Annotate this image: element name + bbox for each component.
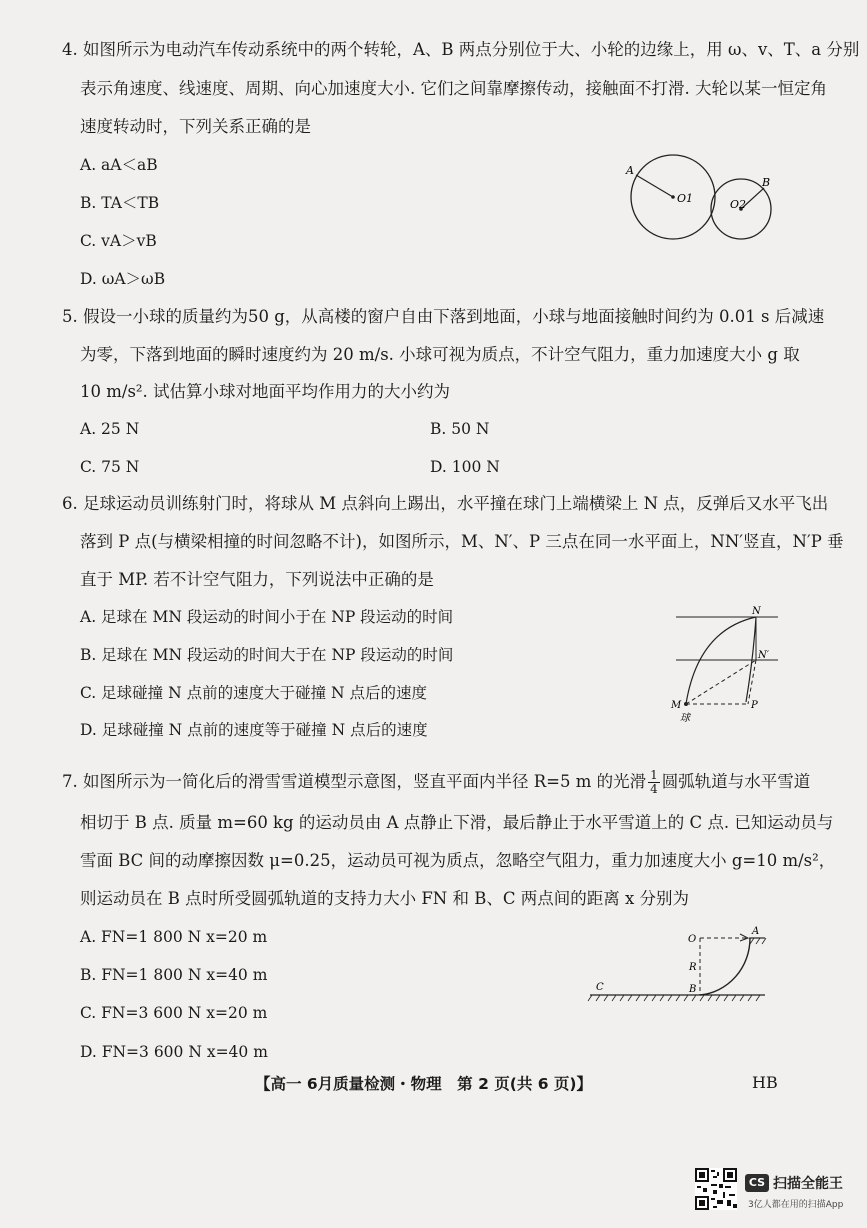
q4-stem-line1: 4. 如图所示为电动汽车传动系统中的两个转轮，A、B 两点分别位于大、小轮的边缘上，用 ω、v、T、a 分别 <box>62 40 860 59</box>
q6-label-p: P <box>751 700 758 711</box>
qr-code-icon <box>695 1168 737 1210</box>
q6-label-n: N <box>752 606 761 617</box>
q6-stem-line2: 落到 P 点(与横梁相撞的时间忽略不计)，如图所示，M、N′、P 三点在同一水平面上，NN′竖直，N′P 垂 <box>80 532 844 551</box>
footer-code: HB <box>752 1073 778 1092</box>
q4-wheels-figure <box>618 150 778 246</box>
q4-option-a: A. aA＜aB <box>80 156 158 174</box>
q7-option-a: A. FN=1 800 N x=20 m <box>80 928 268 946</box>
q7-stem-line1-part1: 7. 如图所示为一简化后的滑雪雪道模型示意图，竖直平面内半径 R=5 m 的光滑 <box>62 772 647 791</box>
q7-fraction-numerator: 1 <box>650 768 658 782</box>
q7-label-c: C <box>596 982 604 993</box>
q7-stem-line1 <box>62 769 810 796</box>
q4-stem-line2: 表示角速度、线速度、周期、向心加速度大小. 它们之间靠摩擦传动，接触面不打滑. 大轮以某一恒定角 <box>80 79 827 98</box>
page-footer: 【高一 6月质量检测・物理 第 2 页(共 6 页)】 <box>255 1075 593 1093</box>
q7-stem-line2: 相切于 B 点. 质量 m=60 kg 的运动员由 A 点静止下滑，最后静止于水平雪道上的 C 点. 已知运动员与 <box>80 813 834 832</box>
q7-fraction-denominator: 4 <box>650 782 658 796</box>
q5-option-b: B. 50 N <box>430 420 490 438</box>
q5-stem-line1: 5. 假设一小球的质量约为50 g，从高楼的窗户自由下落到地面，小球与地面接触时间约为 0.01 s 后减速 <box>62 307 825 326</box>
q7-fraction <box>648 769 660 796</box>
q7-label-o: O <box>688 934 697 945</box>
q5-option-c: C. 75 N <box>80 458 140 476</box>
q7-label-r: R <box>689 962 697 973</box>
scanner-app-name: 扫描全能王 <box>773 1176 843 1192</box>
q6-label-m: M <box>671 700 682 711</box>
q7-label-a: A <box>752 926 760 937</box>
q6-option-b: B. 足球在 MN 段运动的时间大于在 NP 段运动的时间 <box>80 646 454 664</box>
q6-stem-line1: 6. 足球运动员训练射门时，将球从 M 点斜向上踢出，水平撞在球门上端横梁上 N 点，反弹后又水平飞出 <box>62 494 829 513</box>
q7-option-d: D. FN=3 600 N x=40 m <box>80 1043 268 1061</box>
q5-stem-line2: 为零，下落到地面的瞬时速度约为 20 m/s. 小球可视为质点，不计空气阻力，重力加速度大小 g 取 <box>80 345 800 364</box>
q4-label-a: A <box>626 164 634 177</box>
scanner-logo-icon: CS <box>745 1174 769 1192</box>
q6-stem-line3: 直于 MP. 若不计空气阻力，下列说法中正确的是 <box>80 570 434 589</box>
q7-option-b: B. FN=1 800 N x=40 m <box>80 966 268 984</box>
q4-option-c: C. vA＞vB <box>80 232 157 250</box>
q4-option-d: D. ωA＞ωB <box>80 270 166 288</box>
q6-option-d: D. 足球碰撞 N 点前的速度等于碰撞 N 点后的速度 <box>80 721 428 739</box>
q6-label-n-prime: N′ <box>758 650 770 661</box>
q6-football-figure <box>668 600 788 725</box>
q4-label-b: B <box>762 176 771 189</box>
q5-stem-line3: 10 m/s². 试估算小球对地面平均作用力的大小约为 <box>80 382 451 401</box>
scanner-app-tagline: 3亿人都在用的扫描App <box>748 1200 844 1210</box>
q5-option-a: A. 25 N <box>80 420 140 438</box>
q4-label-o1: O1 <box>677 192 694 205</box>
q7-stem-line4: 则运动员在 B 点时所受圆弧轨道的支持力大小 FN 和 B、C 两点间的距离 x 分别为 <box>80 889 690 908</box>
q6-option-c: C. 足球碰撞 N 点前的速度大于碰撞 N 点后的速度 <box>80 684 427 702</box>
q5-option-d: D. 100 N <box>430 458 500 476</box>
q7-stem-line1-part2: 圆弧轨道与水平雪道 <box>661 772 811 791</box>
q4-label-o2: O2 <box>730 198 747 211</box>
q6-label-ball: 球 <box>680 713 690 724</box>
q4-option-b: B. TA＜TB <box>80 194 160 212</box>
q6-option-a: A. 足球在 MN 段运动的时间小于在 NP 段运动的时间 <box>80 608 454 626</box>
q7-option-c: C. FN=3 600 N x=20 m <box>80 1004 268 1022</box>
q7-label-b: B <box>689 984 697 995</box>
q7-ski-track-figure <box>580 920 775 1010</box>
q4-stem-line3: 速度转动时，下列关系正确的是 <box>80 117 311 136</box>
q7-stem-line3: 雪面 BC 间的动摩擦因数 μ=0.25，运动员可视为质点，忽略空气阻力，重力加速度大小 g=10 m/s²， <box>80 851 836 870</box>
